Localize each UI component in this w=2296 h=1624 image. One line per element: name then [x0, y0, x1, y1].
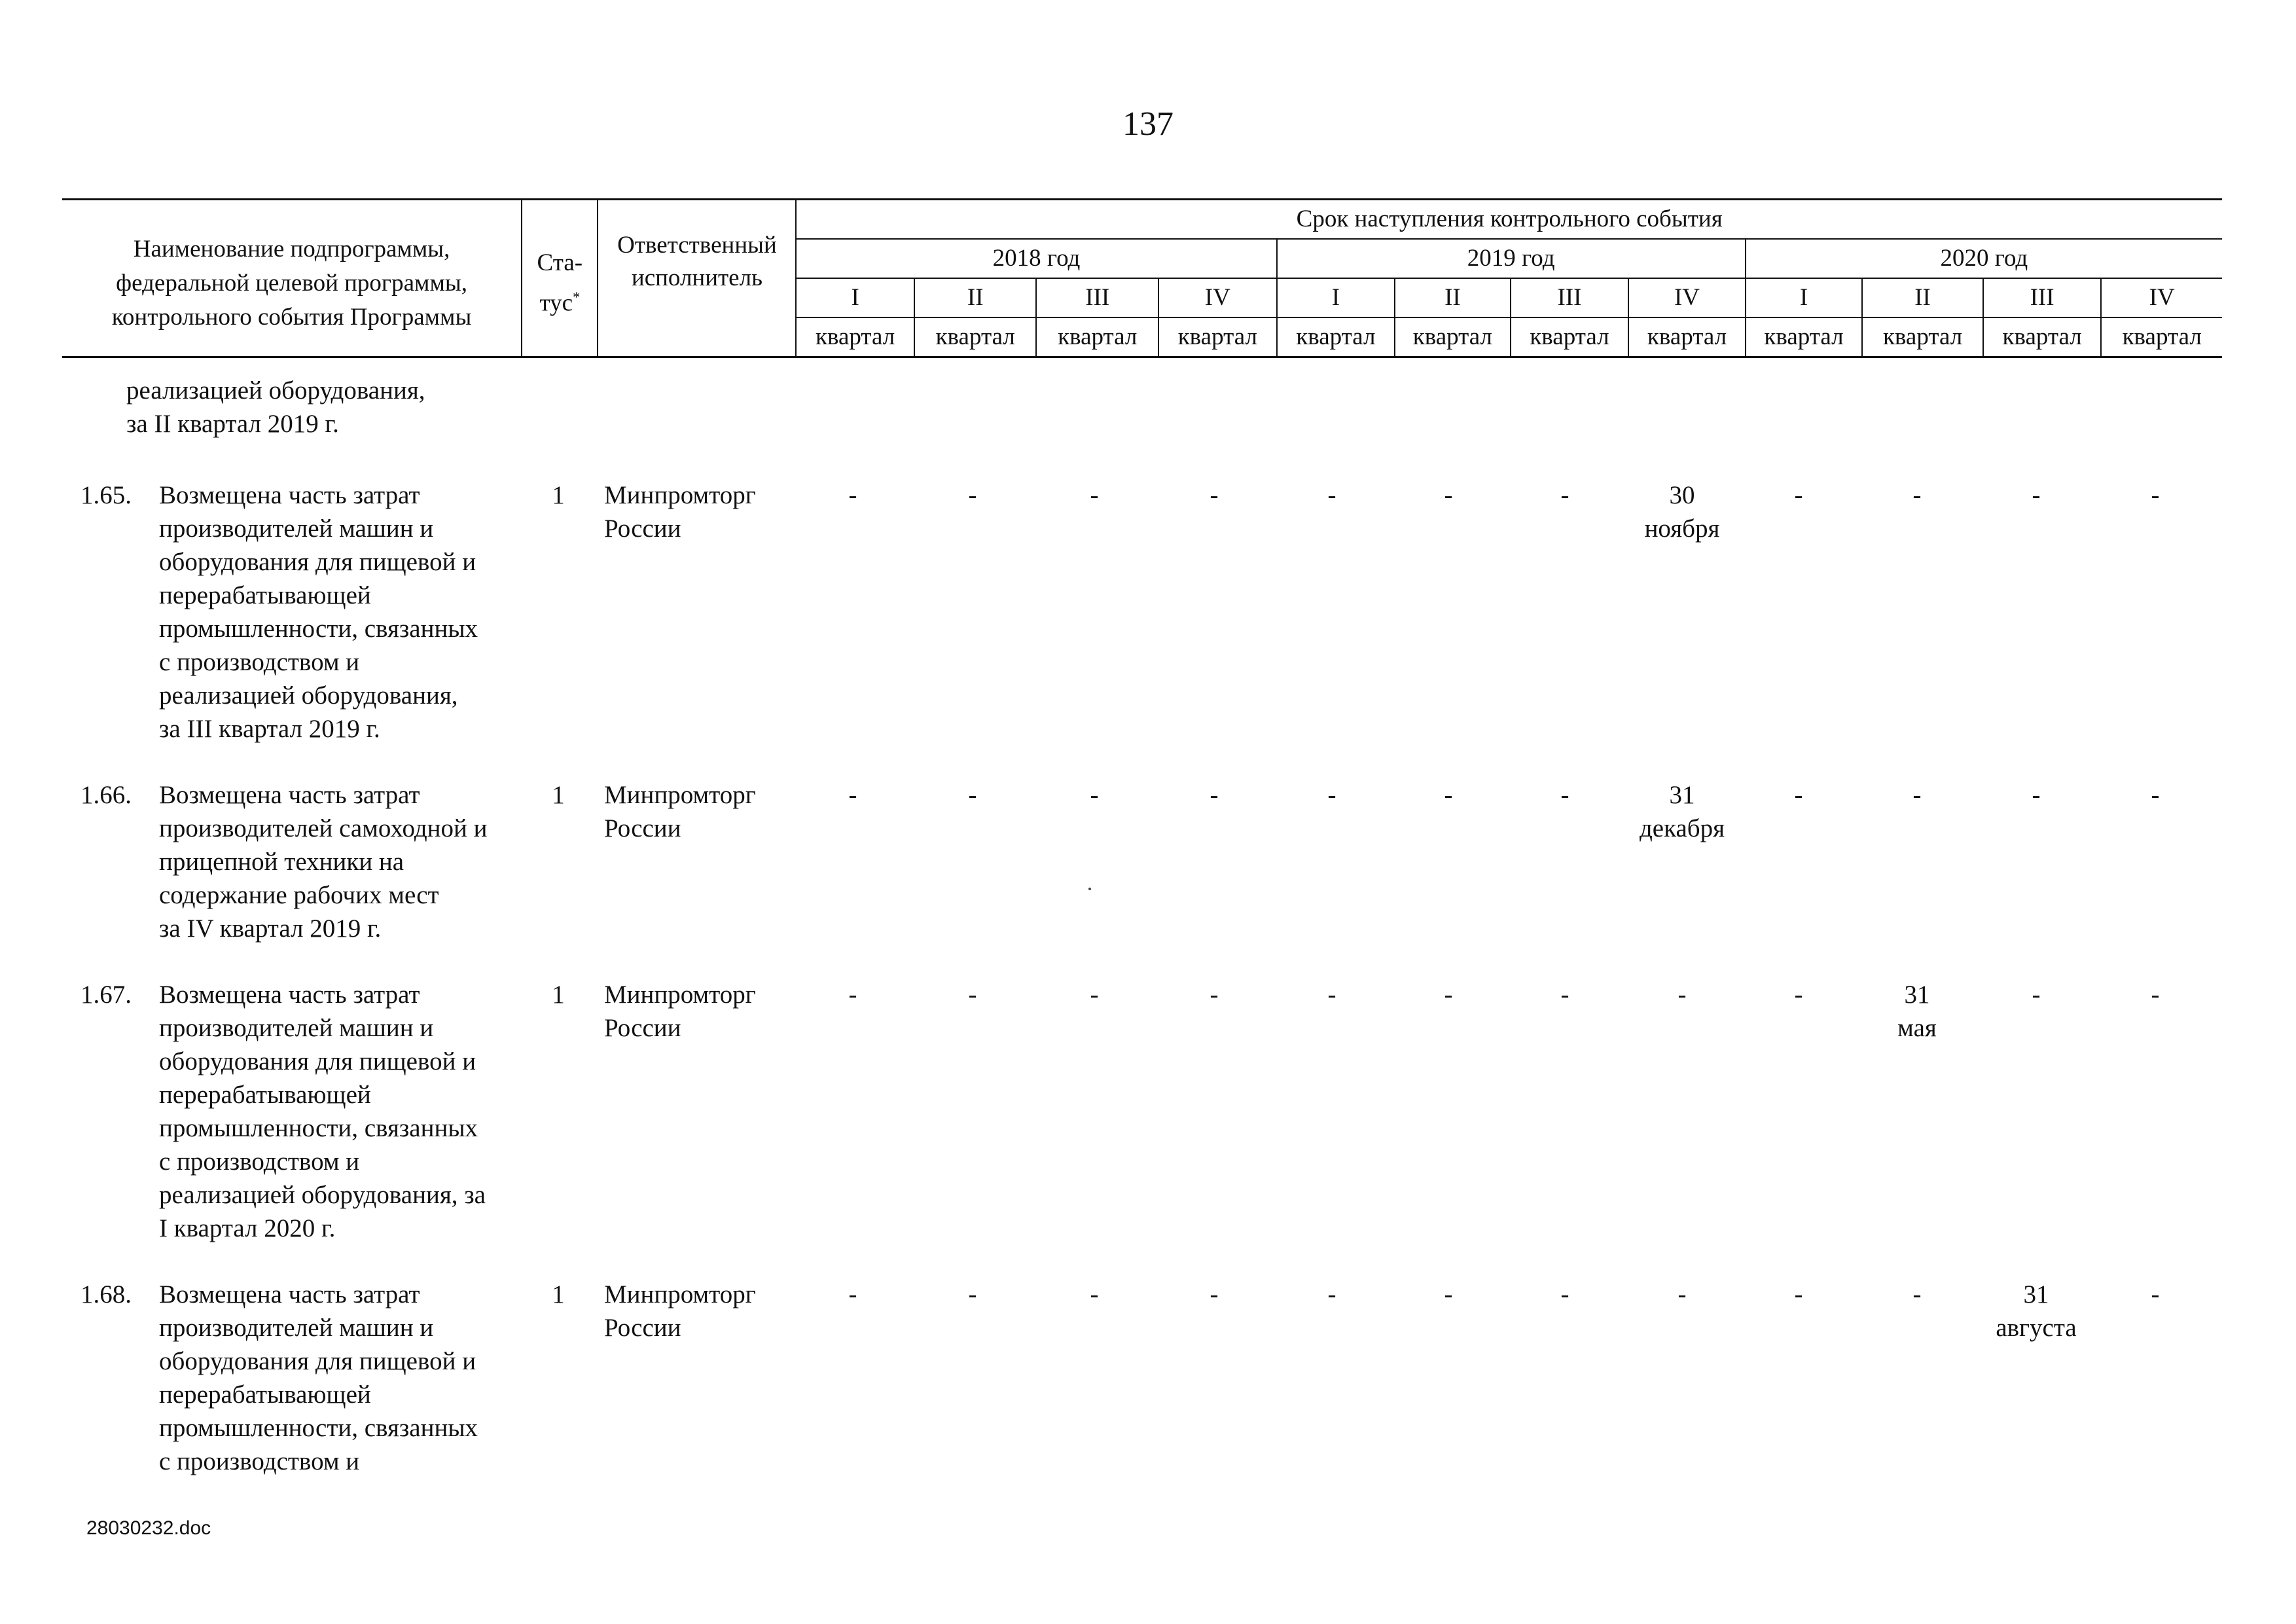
quarter-cell: -: [968, 1280, 977, 1308]
quarter-cell: -: [968, 781, 977, 809]
table-body: [62, 358, 2222, 1478]
status-value: 1: [552, 781, 565, 809]
quarter-cell: -: [1444, 481, 1453, 509]
quarter-cell: -: [1210, 781, 1219, 809]
continuation-text: за II квартал 2019 г.: [126, 410, 339, 438]
quarter-cell: -: [1090, 1280, 1099, 1308]
table-row: [62, 945, 2222, 1245]
event-description: Возмещена часть затрат производителей самоходной и прицепной техники на содержание рабочих мест за IV квартал 2019 г.: [159, 781, 488, 943]
header-quarter-numeral: IV: [2101, 278, 2222, 317]
header-quarter-word: квартал: [1036, 317, 1158, 357]
quarter-cell: 30 ноября: [1644, 481, 1720, 543]
table-header: [62, 200, 2222, 358]
quarter-cell: -: [1677, 1280, 1687, 1308]
status-value: 1: [552, 1280, 565, 1308]
responsible-executor: Минпромторг России: [604, 481, 756, 543]
responsible-executor: Минпромторг России: [604, 1280, 756, 1342]
header-quarter-word: квартал: [1277, 317, 1395, 357]
quarter-cell: -: [2032, 481, 2041, 509]
row-number: 1.66.: [81, 781, 132, 809]
header-quarter-numeral: I: [1746, 278, 1863, 317]
quarter-cell: -: [848, 1280, 857, 1308]
quarter-cell: 31 мая: [1897, 981, 1937, 1042]
event-description: Возмещена часть затрат производителей машин и оборудования для пищевой и перерабатывающей промышленности, связанных с производством и: [159, 1280, 478, 1475]
header-quarter-numeral: III: [1511, 278, 1629, 317]
quarter-cell: -: [1327, 481, 1336, 509]
header-quarter-word: квартал: [1862, 317, 1983, 357]
quarter-cell: -: [1210, 1280, 1219, 1308]
quarter-cell: -: [1560, 1280, 1570, 1308]
quarter-cell: -: [2032, 781, 2041, 809]
quarter-cell: -: [1912, 1280, 1922, 1308]
header-quarter-word: квартал: [796, 317, 914, 357]
header-quarter-word: квартал: [1395, 317, 1511, 357]
schedule-table: [62, 198, 2222, 1478]
quarter-cell: -: [1677, 981, 1687, 1009]
header-quarter-numeral: II: [1862, 278, 1983, 317]
row-number: 1.65.: [81, 481, 132, 509]
header-quarter-numeral: II: [1395, 278, 1511, 317]
header-quarter-word: квартал: [1158, 317, 1277, 357]
event-description: Возмещена часть затрат производителей машин и оборудования для пищевой и перерабатывающей промышленности, связанных с производством и реализацией оборудования, за I квартал 2020 г.: [159, 981, 486, 1242]
quarter-cell: -: [1327, 1280, 1336, 1308]
quarter-cell: -: [1090, 481, 1099, 509]
quarter-cell: -: [1560, 981, 1570, 1009]
status-value: 1: [552, 481, 565, 509]
quarter-cell: -: [1090, 781, 1099, 809]
quarter-cell: -: [1560, 781, 1570, 809]
header-quarter-word: квартал: [1511, 317, 1629, 357]
header-year-2020: 2020 год: [1746, 239, 2222, 278]
quarter-cell: -: [1444, 1280, 1453, 1308]
header-quarter-numeral: IV: [1158, 278, 1277, 317]
page-number: 137: [1122, 105, 1174, 143]
quarter-cell: -: [848, 981, 857, 1009]
quarter-cell: -: [1444, 981, 1453, 1009]
quarter-cell: -: [2151, 981, 2160, 1009]
document-filename: 28030232.doc: [86, 1517, 211, 1539]
quarter-cell: -: [848, 481, 857, 509]
quarter-cell: 31 августа: [1996, 1280, 2077, 1342]
quarter-cell: -: [1794, 781, 1803, 809]
quarter-cell: -: [2151, 1280, 2160, 1308]
continuation-text: реализацией оборудования,: [126, 376, 425, 405]
header-quarter-numeral: IV: [1628, 278, 1746, 317]
quarter-cell: -: [1912, 781, 1922, 809]
quarter-cell: -: [1794, 981, 1803, 1009]
header-quarter-word: квартал: [2101, 317, 2222, 357]
header-deadline-title: Срок наступления контрольного события: [796, 200, 2222, 239]
quarter-cell: -: [1327, 981, 1336, 1009]
quarter-cell: -: [1794, 481, 1803, 509]
header-executor-column: Ответственный исполнитель: [598, 200, 796, 357]
quarter-cell: -: [1912, 481, 1922, 509]
row-number: 1.67.: [81, 981, 132, 1009]
event-description: Возмещена часть затрат производителей машин и оборудования для пищевой и перерабатывающей промышленности, связанных с производством и реализацией оборудования, за III квартал 2019 г.: [159, 481, 478, 743]
header-quarter-numeral: I: [796, 278, 914, 317]
quarter-cell: -: [1327, 781, 1336, 809]
header-quarter-word: квартал: [1983, 317, 2102, 357]
header-quarter-numeral: III: [1983, 278, 2102, 317]
table-row: [62, 441, 2222, 746]
header-status-column: Ста- тус*: [522, 200, 598, 357]
row-number: 1.68.: [81, 1280, 132, 1308]
responsible-executor: Минпромторг России: [604, 981, 756, 1042]
quarter-cell: -: [968, 481, 977, 509]
quarter-cell: -: [2151, 781, 2160, 809]
quarter-cell: -: [848, 781, 857, 809]
header-quarter-word: квартал: [1746, 317, 1863, 357]
header-quarter-numeral: III: [1036, 278, 1158, 317]
header-year-2018: 2018 год: [796, 239, 1276, 278]
continuation-row: [62, 358, 2222, 441]
header-year-2019: 2019 год: [1277, 239, 1746, 278]
quarter-cell: -: [1444, 781, 1453, 809]
quarter-cell: -: [2032, 981, 2041, 1009]
scan-speck: [1088, 888, 1091, 890]
table-row: [62, 746, 2222, 945]
table-row: [62, 1245, 2222, 1478]
header-quarter-word: квартал: [914, 317, 1037, 357]
quarter-cell: -: [968, 981, 977, 1009]
quarter-cell: -: [1090, 981, 1099, 1009]
quarter-cell: -: [1210, 981, 1219, 1009]
header-quarter-numeral: II: [914, 278, 1037, 317]
header-quarter-numeral: I: [1277, 278, 1395, 317]
quarter-cell: -: [1210, 481, 1219, 509]
header-quarter-word: квартал: [1628, 317, 1746, 357]
quarter-cell: -: [2151, 481, 2160, 509]
quarter-cell: -: [1560, 481, 1570, 509]
quarter-cell: 31 декабря: [1639, 781, 1725, 842]
header-name-column: Наименование подпрограммы, федеральной целевой программы, контрольного события Программы: [62, 200, 522, 357]
quarter-cell: -: [1794, 1280, 1803, 1308]
responsible-executor: Минпромторг России: [604, 781, 756, 842]
status-value: 1: [552, 981, 565, 1009]
